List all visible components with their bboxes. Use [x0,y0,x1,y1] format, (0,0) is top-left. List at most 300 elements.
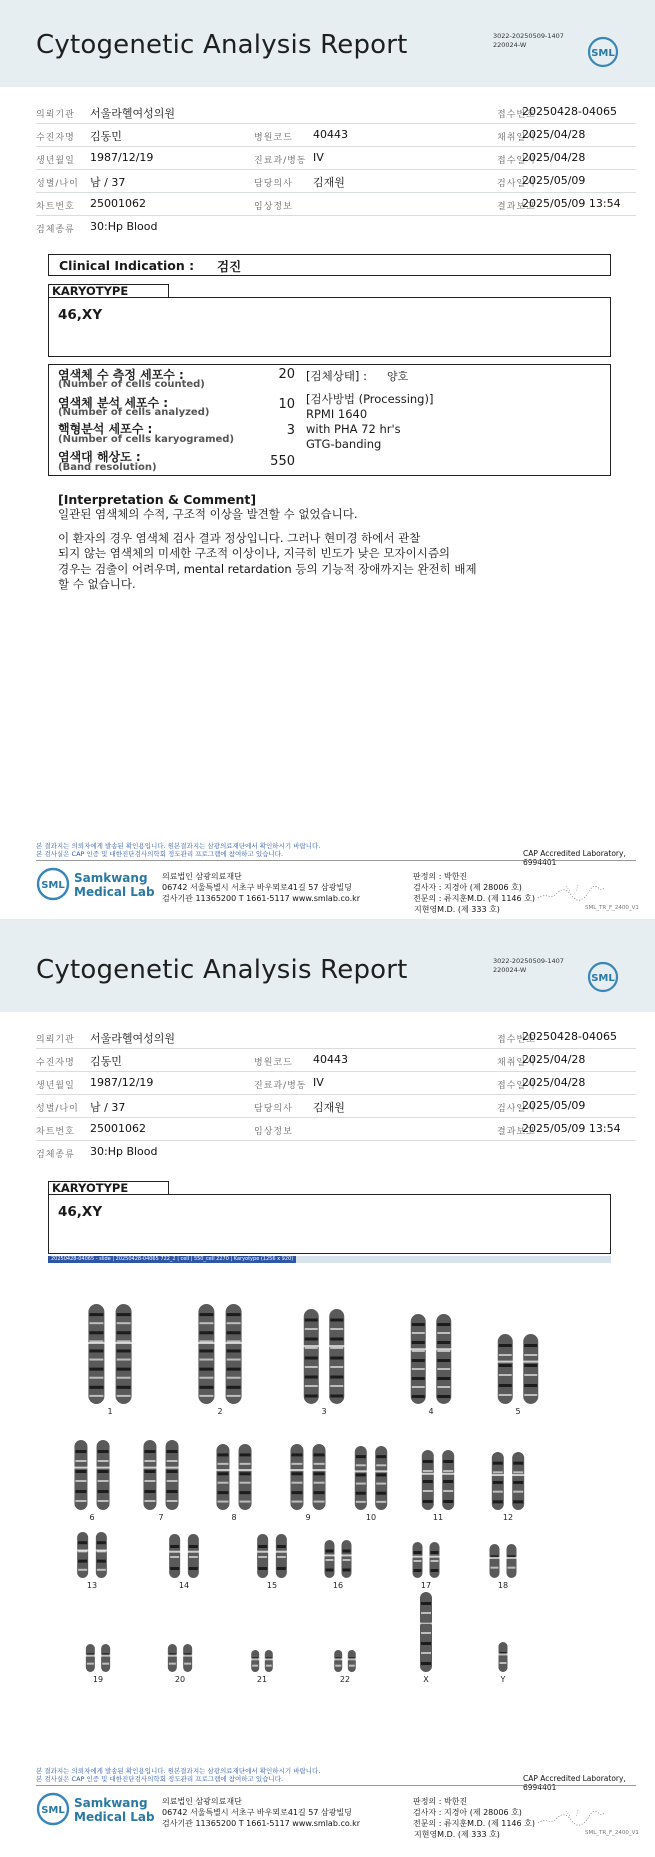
chromosome-band [437,1395,450,1398]
chromosome-band [199,1349,213,1352]
info-row [36,1049,636,1072]
collect-date-label: 채취일시 [497,1058,536,1068]
centromere [275,1551,287,1553]
centromere [77,1549,89,1551]
institution-label: 의뢰기관 [36,110,75,120]
chromosome-band [437,1386,450,1388]
receipt-date-value: 2025/04/28 [522,1076,586,1089]
footer-brand-line2: Medical Lab [74,885,155,899]
footer-address-line: 06742 서울특별시 서초구 바우뫼로41길 57 삼광빌딩 [162,883,352,892]
chromosome-band [412,1332,425,1334]
chromosome-band [144,1470,155,1473]
chromosome-band [421,1662,431,1665]
accession-value: 20250428-04065 [522,105,617,118]
chromosome-band [421,1612,431,1614]
institution-value: 서울라헬여성의원 [90,1032,176,1045]
sml-logo-icon [587,961,619,993]
chromosome-band [78,1541,87,1544]
chromosome-pair-15 [257,1534,288,1590]
chromosome-band [437,1323,450,1326]
chromosome-band [412,1359,425,1362]
chromosome-band [443,1480,453,1483]
chromosome-band [144,1480,155,1482]
sex-age-value: 남 / 37 [90,1101,126,1114]
chromosome-label-4: 4 [428,1407,434,1416]
chromosome-band [277,1567,286,1570]
chromosome-band [277,1545,286,1548]
chromosome-band [98,1500,109,1502]
chromosome-band [499,1384,512,1387]
centromere [96,1467,110,1469]
chromosome-band [305,1395,318,1398]
chromosome-band [437,1359,450,1362]
centromere [187,1551,199,1553]
chromosome-band [431,1560,439,1562]
karyogram-image-bar [48,1256,611,1263]
chromosome-band [356,1492,366,1495]
chromosome-band [508,1567,516,1569]
cells-counted-value: 20 [278,367,295,382]
chromosome-label-3: 3 [321,1407,327,1416]
clinical-info-label: 임상정보 [254,202,293,212]
chromosome-band [330,1366,343,1368]
chromosome-band [89,1395,103,1397]
footer-address-line: 06742 서울특별시 서초구 바우뫼로41길 57 삼광빌딩 [162,1808,352,1817]
birth-value: 1987/12/19 [90,151,154,164]
footer-address [162,1796,360,1829]
chromosome-band [305,1338,318,1341]
chromosome-band [513,1471,523,1473]
interpretation-line: 이 환자의 경우 염색체 검사 결과 정상입니다. 그러나 현미경 하에서 관찰 [58,530,421,545]
karyotype-tab: KARYOTYPE [48,1181,169,1194]
chromosome-band [326,1569,334,1572]
chromosome-label-15: 15 [266,1581,278,1590]
processing-label: [검사방법 (Processing)] [306,392,434,406]
centromere [238,1469,252,1471]
info-row [36,1072,636,1095]
chromosome-band [513,1500,523,1503]
karyotype-value: 46,XY [58,1204,103,1220]
karyotype-box [48,1194,611,1254]
chromosome-band [169,1663,176,1665]
chromosome-band [437,1332,450,1334]
chromosome-band [117,1313,131,1316]
chromosome-band [423,1490,433,1492]
chromosome-band [499,1394,512,1396]
chromosome-pair-19 [85,1644,110,1684]
sex-age-label: 성별/나이 [36,179,79,189]
chromosome-band [356,1473,366,1476]
chromosome-band [291,1463,302,1465]
chromosome-band [199,1331,213,1334]
collect-date-value: 2025/04/28 [522,1053,586,1066]
chromosome-band [167,1470,178,1473]
centromere [429,1556,440,1558]
centromere [498,1653,508,1655]
footer-staff-line: 판정의 : 박한진 [413,1797,468,1806]
chromosome-1-1 [88,1304,104,1404]
chromosome-band [170,1545,179,1548]
band-resolution-value: 550 [270,454,295,469]
chromosome-band [189,1556,198,1558]
chromosome-band [167,1450,178,1453]
footer-staff-line: 검사자 : 지경아 (제 28006 호) [413,883,522,892]
chromosome-band [117,1331,131,1334]
hospital-code-label: 병원코드 [254,1058,293,1068]
sml-logo-icon [587,36,619,68]
chromosome-20-2 [183,1644,192,1672]
report-header [0,925,655,1012]
centromere [85,1655,95,1657]
chromosome-band [258,1567,267,1570]
processing-line3: GTG-banding [306,437,382,451]
chromosome-band [199,1322,213,1324]
footer-staff [413,1796,535,1840]
chromosome-band [227,1331,241,1334]
name-value: 김동민 [90,130,122,143]
karyotype-value: 46,XY [58,307,103,323]
chromosome-label-Y: Y [500,1675,506,1684]
chromosome-pair-X [420,1592,433,1684]
chromosome-band [314,1472,325,1475]
chromosome-band [167,1500,178,1502]
chromosome-pair-14 [169,1534,200,1590]
chromosome-band [421,1632,431,1634]
sex-age-label: 성별/나이 [36,1104,79,1114]
form-id: SML_TR_F_2400_V1 [585,1830,639,1836]
chromosome-label-18: 18 [497,1581,509,1590]
chromosome-band [227,1313,241,1316]
chromosome-band [98,1480,109,1482]
accession-value: 20250428-04065 [522,1030,617,1043]
karyotype-box [48,297,611,357]
chromosome-band [376,1455,386,1458]
report-title: Cytogenetic Analysis Report [36,955,408,985]
chromosome-band [189,1567,198,1570]
chromosome-band [291,1472,302,1475]
chromosome-band [330,1347,343,1349]
chromosome-band [217,1463,228,1465]
test-date-value: 2025/05/09 [522,1099,586,1112]
chromosome-band [144,1460,155,1462]
centromere [410,1348,426,1350]
centromere [143,1467,157,1469]
centromere [88,1342,105,1344]
chromosome-label-10: 10 [365,1513,377,1522]
test-date-label: 검사일시 [497,179,536,189]
patient-info-table [36,101,636,239]
footer-address-line: 검사기관 11365200 T 1661-5117 www.smlab.co.kr [162,894,361,903]
chromosome-band [376,1464,386,1466]
info-row [36,147,636,170]
signature-scribble [536,1807,606,1829]
report-code-line1: 3022-20250509-1407 [493,957,564,965]
chromosome-band [291,1482,302,1484]
collect-date-label: 채취일시 [497,133,536,143]
chromosome-band [330,1385,343,1387]
chromosome-band [443,1460,453,1463]
footer-staff-line: 지현영M.D. (제 333 호) [414,1830,500,1839]
chromosome-band [412,1368,425,1370]
centromere [491,1474,504,1476]
centromere [341,1554,352,1556]
chromosome-band [227,1322,241,1324]
footer-note-line2: 본 검사실은 CAP 인증 및 대한진단검사의학회 정도관리 프로그램에 참여하고 있습니다. [36,1775,284,1783]
chromosome-band [98,1450,109,1453]
footer-brand [74,1796,155,1824]
chromosome-band [258,1556,267,1558]
footer-address-line: 검사기관 11365200 T 1661-5117 www.smlab.co.kr [162,1819,361,1828]
chromosome-band [98,1470,109,1473]
chromosome-band [75,1460,86,1462]
cell-stats-box [48,364,611,476]
hospital-code-label: 병원코드 [254,133,293,143]
chromosome-pair-13 [77,1532,108,1590]
band-resolution-label: 염색대 해상도 : [58,450,141,464]
chromosome-band [291,1491,302,1494]
centromere [512,1474,525,1476]
info-row [36,124,636,147]
chromosome-band [499,1354,512,1356]
receipt-date-label: 접수일시 [497,156,536,166]
chromosome-label-11: 11 [432,1513,444,1522]
centromere [354,1470,367,1472]
report-code [493,32,564,50]
chromosome-1-2 [116,1304,132,1404]
chromosome-band [493,1462,503,1465]
centromere [420,1622,433,1624]
chromosome-band [314,1482,325,1484]
chromosome-band [414,1560,422,1562]
chromosome-pair-10 [354,1446,387,1522]
chromosome-band [227,1359,241,1361]
report-header [0,0,655,87]
chromosome-label-14: 14 [178,1581,190,1590]
accession-label: 접수번호 [497,1035,536,1045]
chromosome-label-7: 7 [158,1513,164,1522]
hospital-code-value: 40443 [313,1053,348,1066]
chromosome-band [305,1347,318,1349]
chromosome-band [330,1395,343,1398]
chromosome-band [431,1569,439,1572]
chromosome-band [305,1357,318,1360]
chromosome-band [89,1377,103,1379]
chromosome-band [97,1560,106,1563]
chromosome-band [199,1359,213,1361]
centromere [324,1554,335,1556]
centromere [167,1655,177,1657]
chromosome-band [170,1556,179,1558]
doctor-label: 담당의사 [254,1104,293,1114]
centromere [251,1658,260,1660]
chromosome-band [75,1470,86,1473]
interpretation-line: 일관된 염색체의 수적, 구조적 이상을 발견할 수 없었습니다. [58,507,358,521]
chromosome-13-2 [96,1532,107,1578]
chromosome-band [89,1386,103,1389]
footer-note-line1: 본 결과지는 의뢰자에게 발송된 확인용입니다. 원본결과지는 삼광의료재단에서 확인하시기 바랍니다. [36,1767,321,1775]
chromosome-band [326,1559,334,1561]
chromosome-label-5: 5 [515,1407,521,1416]
cells-counted-sublabel: (Number of cells counted) [58,379,205,390]
chromosome-band [330,1319,343,1322]
footer-brand-line2: Medical Lab [74,1810,155,1824]
chromosome-band [240,1472,251,1475]
chromosome-band [305,1366,318,1368]
centromere [489,1557,500,1559]
chromosome-pair-3 [303,1309,345,1416]
footer-address-line: 의료법인 삼광의료재단 [162,872,242,881]
chromosome-band [199,1395,213,1397]
svg-text:SML: SML [591,973,615,984]
chromosome-band [493,1481,503,1484]
chromosome-pair-9 [290,1444,326,1522]
centromere [436,1348,452,1350]
chromosome-band [431,1551,439,1554]
footer-staff-line: 판정의 : 박한진 [413,872,468,881]
chromosome-band [314,1491,325,1494]
chromosome-band [144,1500,155,1502]
cells-analyzed-value: 10 [278,397,295,412]
specimen-state-value: 양호 [387,370,409,383]
chromosome-band [240,1453,251,1456]
chromosome-band [349,1665,355,1667]
chromosome-pair-7 [143,1440,179,1522]
institution-value: 서울라헬여성의원 [90,107,176,120]
chromosome-band [75,1500,86,1502]
chromosome-band [524,1364,537,1367]
chromosome-band [240,1491,251,1494]
chromosome-label-20: 20 [174,1675,186,1684]
form-id: SML_TR_F_2400_V1 [585,905,639,911]
chromosome-band [524,1354,537,1356]
centromere [303,1345,319,1347]
chromosome-band [291,1501,302,1503]
footer-staff [413,871,535,915]
info-row [36,1095,636,1118]
chromosome-band [343,1550,351,1553]
cells-karyogramed-label: 핵형분석 세포수 : [58,422,153,436]
chromosome-band [227,1386,241,1389]
clinical-indication-box [48,254,611,276]
info-row [36,216,636,239]
footer-address-line: 의료법인 삼광의료재단 [162,1797,242,1806]
chromosome-band [217,1472,228,1475]
processing-line2: with PHA 72 hr's [306,422,401,436]
chromosome-band [258,1545,267,1548]
collect-date-value: 2025/04/28 [522,128,586,141]
centromere [421,1473,434,1475]
footer-note-line2: 본 검사실은 CAP 인증 및 대한진단검사의학회 정도관리 프로그램에 참여하고 있습니다. [36,850,284,858]
accession-label: 접수번호 [497,110,536,120]
chromosome-label-19: 19 [92,1675,104,1684]
test-date-label: 검사일시 [497,1104,536,1114]
chromosome-22-2 [348,1650,356,1672]
centromere [329,1345,345,1347]
chromosome-19-2 [101,1644,110,1672]
chromosome-pair-17 [412,1542,440,1590]
dept-label: 진료과/병동 [254,1081,307,1091]
chromosome-band [330,1338,343,1341]
chromosome-band [89,1359,103,1361]
footer-staff-line: 검사자 : 지경아 (제 28006 호) [413,1808,522,1817]
chromosome-band [356,1501,366,1503]
chromosome-band [491,1567,499,1569]
chromosome-band [277,1556,286,1558]
svg-text:SML: SML [41,880,65,891]
result-date-value: 2025/05/09 13:54 [522,1122,621,1135]
birth-label: 생년월일 [36,156,75,166]
chromosome-band [117,1368,131,1371]
birth-value: 1987/12/19 [90,1076,154,1089]
chart-value: 25001062 [90,197,146,210]
report-title: Cytogenetic Analysis Report [36,30,408,60]
chromosome-band [513,1462,523,1465]
chromosome-band [189,1545,198,1548]
specimen-value: 30:Hp Blood [90,1145,158,1158]
chromosome-label-6: 6 [89,1513,95,1522]
dept-label: 진료과/병동 [254,156,307,166]
chromosome-band [117,1322,131,1324]
chromosome-band [493,1471,503,1473]
chromosome-band [443,1470,453,1472]
result-date-value: 2025/05/09 13:54 [522,197,621,210]
chromosome-label-17: 17 [420,1581,432,1590]
chromosome-2-2 [226,1304,242,1404]
centromere [347,1658,356,1660]
chromosome-band [330,1376,343,1379]
cap-accreditation: CAP Accredited Laboratory, 6994401 [523,1774,626,1792]
chromosome-band [493,1500,503,1503]
chromosome-band [412,1386,425,1388]
chromosome-band [412,1341,425,1344]
footer-staff-line: 전문의 : 류지훈M.D. (제 1146 호) [413,894,535,903]
centromere [169,1551,181,1553]
band-resolution-sublabel: (Band resolution) [58,462,157,473]
chart-value: 25001062 [90,1122,146,1135]
birth-label: 생년월일 [36,1081,75,1091]
chromosome-band [423,1500,433,1503]
karyotype-tab: KARYOTYPE [48,284,169,297]
chart-label: 차트번호 [36,202,75,212]
chromosome-band [89,1368,103,1371]
info-row [36,170,636,193]
chromosome-label-21: 21 [256,1675,268,1684]
chromosome-band [305,1385,318,1387]
info-row [36,1026,636,1049]
chromosome-band [227,1349,241,1352]
chromosome-band [144,1450,155,1453]
chromosome-band [343,1569,351,1572]
report-code [493,957,564,975]
footer-divider [36,1785,636,1786]
name-label: 수진자명 [36,1058,75,1068]
chromosome-band [240,1501,251,1503]
chromosome-pair-1 [88,1304,132,1416]
chromosome-band [117,1395,131,1397]
chromosome-band [102,1663,109,1665]
chromosome-label-16: 16 [332,1581,344,1590]
doctor-value: 김재원 [313,1101,345,1114]
chromosome-band [314,1501,325,1503]
chromosome-band [199,1386,213,1389]
chromosome-band [314,1453,325,1456]
chromosome-22-1 [334,1650,342,1672]
chromosome-label-1: 1 [107,1407,113,1416]
chromosome-band [421,1602,431,1605]
chromosome-band [499,1364,512,1367]
chromosome-band [167,1480,178,1482]
chromosome-21-1 [251,1650,259,1672]
